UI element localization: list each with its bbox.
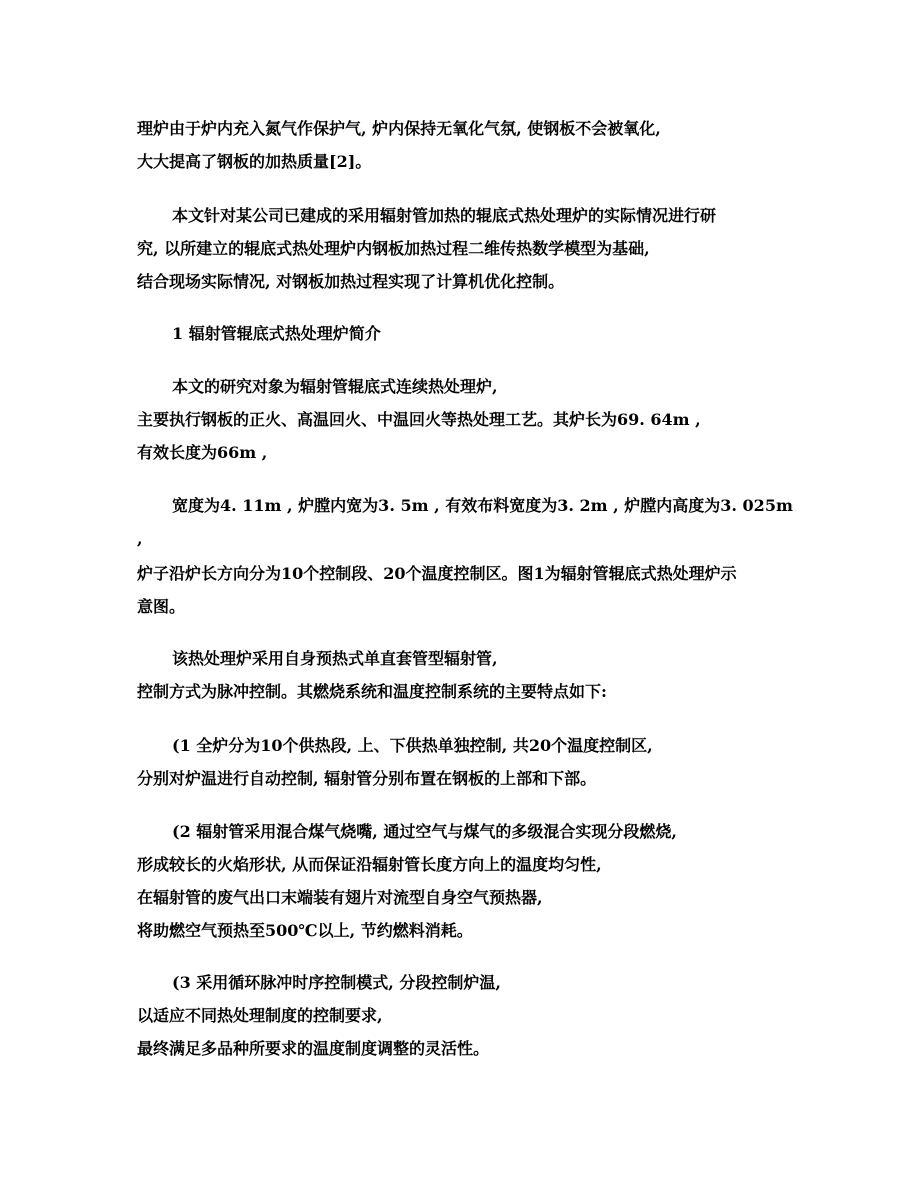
paragraph-line: 结合现场实际情况, 对钢板加热过程实现了计算机优化控制。 [137, 272, 565, 291]
paragraph-line: 大大提高了钢板的加热质量[2]。 [137, 152, 372, 171]
list-item-line: 在辐射管的废气出口末端装有翅片对流型自身空气预热器, [137, 888, 543, 907]
list-item-line: (2 辐射管采用混合煤气烧嘴, 通过空气与煤气的多级混合实现分段燃烧, [172, 822, 677, 841]
paragraph-line: 本文的研究对象为辐射管辊底式连续热处理炉, [172, 377, 498, 396]
paragraph-line: 理炉由于炉内充入氮气作保护气, 炉内保持无氧化气氛, 使钢板不会被氧化, [137, 119, 661, 138]
list-item-line: 最终满足多品种所要求的温度制度调整的灵活性。 [137, 1039, 490, 1058]
paragraph-line: , [137, 529, 143, 548]
paragraph-line: 炉子沿炉长方向分为10个控制段、20个温度控制区。图1为辐射管辊底式热处理炉示 [137, 564, 737, 583]
section-heading: 1 辐射管辊底式热处理炉简介 [172, 324, 381, 343]
paragraph-line: 有效长度为66m , [137, 443, 268, 462]
paragraph-line: 控制方式为脉冲控制。其燃烧系统和温度控制系统的主要特点如下: [137, 682, 607, 701]
list-item-line: (1 全炉分为10个供热段, 上、下供热单独控制, 共20个温度控制区, [172, 736, 653, 755]
paragraph-line: 意图。 [137, 597, 186, 616]
list-item-line: 将助燃空气预热至500℃以上, 节约燃料消耗。 [137, 921, 473, 940]
paragraph-line: 本文针对某公司已建成的采用辐射管加热的辊底式热处理炉的实际情况进行研 [172, 206, 717, 225]
list-item-line: 以适应不同热处理制度的控制要求, [137, 1006, 383, 1025]
paragraph-line: 宽度为4. 11m , 炉膛内宽为3. 5m , 有效布料宽度为3. 2m , 炉膛内高度为3. 025m [172, 496, 793, 515]
paragraph-line: 该热处理炉采用自身预热式单直套管型辐射管, [172, 649, 498, 668]
list-item-line: 分别对炉温进行自动控制, 辐射管分别布置在钢板的上部和下部。 [137, 769, 597, 788]
list-item-line: (3 采用循环脉冲时序控制模式, 分段控制炉温, [172, 973, 501, 992]
list-item-line: 形成较长的火焰形状, 从而保证沿辐射管长度方向上的温度均匀性, [137, 855, 602, 874]
paragraph-line: 究, 以所建立的辊底式热处理炉内钢板加热过程二维传热数学模型为基础, [137, 239, 650, 258]
paragraph-line: 主要执行钢板的正火、高温回火、中温回火等热处理工艺。其炉长为69. 64m , [137, 410, 701, 429]
